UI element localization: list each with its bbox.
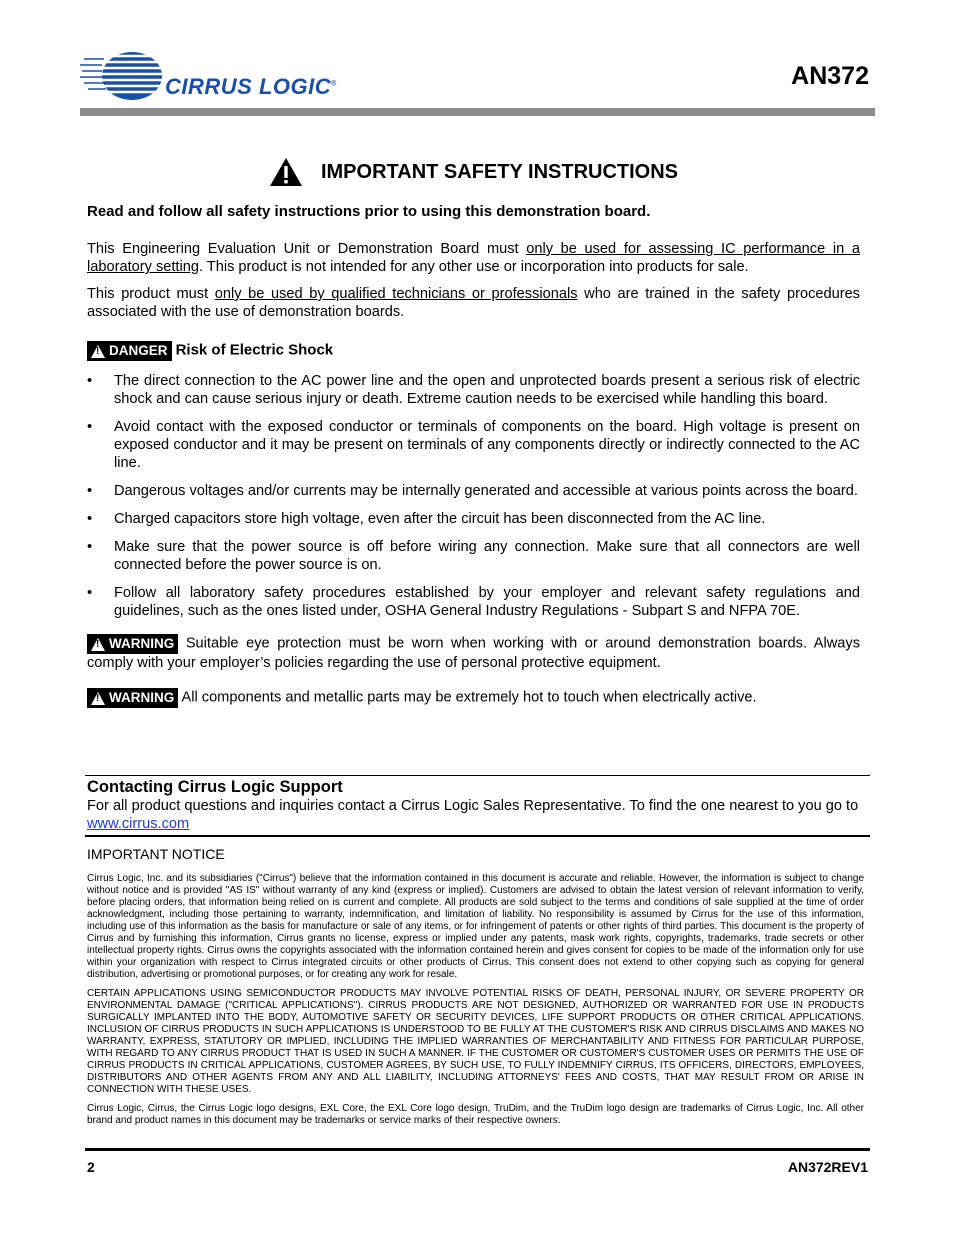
p1-underlined-text: only be used for assessing IC performance in a laboratory setting: [87, 241, 860, 275]
logo-registered-mark: ®: [331, 80, 337, 88]
header-divider: [80, 108, 875, 116]
legal-paragraph-2: CERTAIN APPLICATIONS USING SEMICONDUCTOR PRODUCTS MAY INVOLVE POTENTIAL RISKS OF DEATH, PERSONAL INJURY, OR SEVERE PROPERTY OR ENVIRONMENTAL DAMAGE ("CRITICAL APPLICATIONS"). CIRRUS PRODUCTS ARE NOT DESIGNED, AUTHORIZED OR WARRANTED FOR USE IN PRODUCTS SURGICALLY IMPLANTED INTO THE BODY, AUTOMOTIVE SAFETY OR SECURITY DEVICES, LIFE SUPPORT PRODUCTS OR OTHER CRITICAL APPLICATIONS. INCLUSION OF CIRRUS PRODUCTS IN SUCH APPLICATIONS IS UNDERSTOOD TO BE FULLY AT THE CUSTOMER'S RISK AND CIRRUS DISCLAIMS AND MAKES NO WARRANTY, EXPRESS, STATUTORY OR IMPLIED, INCLUDING THE IMPLIED WARRANTIES OF MERCHANTABILITY AND FITNESS FOR PARTICULAR PURPOSE, WITH REGARD TO ANY CIRRUS PRODUCT THAT IS USED IN SUCH A MANNER. IF THE CUSTOMER OR CUSTOMER'S CUSTOMER USES OR PERMITS THE USE OF CIRRUS PRODUCTS IN CRITICAL APPLICATIONS, CUSTOMER AGREES, BY SUCH USE, TO FULLY INDEMNIFY CIRRUS, ITS OFFICERS, DIRECTORS, EMPLOYEES, DISTRIBUTORS AND OTHER AGENTS FROM ANY AND ALL LIABILITY, INCLUDING ATTORNEYS' FEES AND COSTS, THAT MAY RESULT FROM OR ARISE IN CONNECTION WITH THESE USES.: [87, 988, 864, 1095]
safety-paragraph-2: [87, 285, 860, 321]
warning-badge: [87, 634, 178, 654]
danger-heading-row: [87, 341, 860, 361]
contact-top-rule: [85, 775, 870, 776]
danger-badge: [87, 341, 172, 361]
list-item: • Follow all laboratory safety procedures established by your employer and relevant safety regulations and guidelines, such as the ones listed under, OSHA General Industry Regulations - Subpart S and NFPA 70E.: [87, 584, 860, 620]
contact-heading: Contacting Cirrus Logic Support: [87, 778, 343, 796]
logo-swoosh-icon: [80, 46, 170, 102]
p2-text-start: This product must: [87, 286, 215, 302]
warning-triangle-icon: [269, 157, 303, 187]
warning-paragraph-2: [87, 688, 860, 708]
page-title: IMPORTANT SAFETY INSTRUCTIONS: [320, 160, 679, 183]
p2-text-end: who are trained in the safety procedures associated with the use of demonstration boards.: [87, 286, 860, 320]
p1-text-start: This Engineering Evaluation Unit or Demonstration Board must: [87, 241, 527, 257]
page-number: 2: [87, 1159, 95, 1175]
contact-text: [87, 797, 867, 833]
cirrus-logic-logo: [80, 46, 360, 106]
safety-subhead: Read and follow all safety instructions prior to using this demonstration board.: [87, 203, 651, 220]
list-item: • Charged capacitors store high voltage, even after the circuit has been disconnected from the AC line.: [87, 510, 860, 528]
warning-text-1: Suitable eye protection must be worn when working with or around demonstration boards. Always comply with your employer’s policies regarding the use of personal protective equipment.: [87, 635, 860, 671]
warning-triangle-icon: [91, 692, 105, 705]
danger-heading: Risk of Electric Shock: [175, 341, 334, 359]
warning-badge: [87, 688, 178, 708]
p1-text-end: . This product is not intended for any other use or incorporation into products for sale.: [198, 259, 749, 275]
contact-bottom-rule: [85, 835, 870, 837]
legal-notice: [87, 873, 864, 1134]
p2-underlined-text: only be used by qualified technicians or professionals: [214, 286, 578, 302]
danger-triangle-icon: [91, 345, 105, 358]
logo-text: CIRRUS LOGIC: [165, 74, 332, 99]
document-id: AN372: [791, 62, 869, 90]
danger-label: DANGER: [109, 343, 168, 358]
warning-text-2: All components and metallic parts may be extremely hot to touch when electrically active.: [181, 689, 757, 706]
notice-title: IMPORTANT NOTICE: [87, 846, 225, 862]
safety-title-block: [87, 157, 860, 192]
list-item: • Dangerous voltages and/or currents may be internally generated and accessible at various points across the board.: [87, 482, 860, 500]
legal-paragraph-3: Cirrus Logic, Cirrus, the Cirrus Logic logo designs, EXL Core, the EXL Core logo design, TruDim, and the TruDim logo design are trademarks of Cirrus Logic, Inc. All other brand and product names in this document may be trademarks or service marks of their respective owners.: [87, 1103, 864, 1126]
warning-label: WARNING: [109, 690, 175, 705]
warning-paragraph-1: [87, 634, 860, 672]
legal-paragraph-1: Cirrus Logic, Inc. and its subsidiaries ("Cirrus") believe that the information contained in this document is accurate and reliable. However, the information is subject to change without notice and is provided "AS IS" without warranty of any kind (express or implied). Customers are advised to obtain the latest version of relevant information to verify, before placing orders, that information being relied on is current and complete. All products are sold subject to the terms and conditions of sale supplied at the time of order acknowledgment, including those pertaining to warranty, indemnification, and limitation of liability. No responsibility is assumed by Cirrus for the use of this information, including use of this information as the basis for manufacture or sale of any items, or for infringement of patents or other rights of third parties. This document is the property of Cirrus and by furnishing this information, Cirrus grants no license, express or implied under any patents, mask work rights, copyrights, trademarks, trade secrets or other intellectual property rights. Cirrus owns the copyrights associated with the information contained herein and gives consent for copies to be made of the information only for use within your organization with respect to Cirrus integrated circuits or other products of Cirrus. This consent does not extend to other copying such as copying for general distribution, advertising or promotional purposes, or for creating any work for resale.: [87, 873, 864, 980]
document-revision: AN372REV1: [787, 1159, 868, 1175]
safety-paragraph-1: [87, 240, 860, 276]
list-item: • Avoid contact with the exposed conductor or terminals of components on the board. High voltage is present on exposed conductor and it may be present on terminals of any components directly or indirectly connected to the AC line.: [87, 418, 860, 472]
cirrus-website-link[interactable]: www.cirrus.com: [87, 816, 190, 832]
contact-body-text: For all product questions and inquiries contact a Cirrus Logic Sales Representative. To find the one nearest to you go to: [87, 798, 859, 814]
footer-rule: [85, 1148, 870, 1151]
danger-bullet-list: [87, 372, 860, 630]
list-item: • The direct connection to the AC power line and the open and unprotected boards present a serious risk of electric shock and can cause serious injury or death. Extreme caution needs to be exercised while handling this board.: [87, 372, 860, 408]
warning-label: WARNING: [109, 636, 175, 651]
warning-triangle-icon: [91, 638, 105, 651]
list-item: • Make sure that the power source is off before wiring any connection. Make sure that all connectors are well connected before the power source is on.: [87, 538, 860, 574]
